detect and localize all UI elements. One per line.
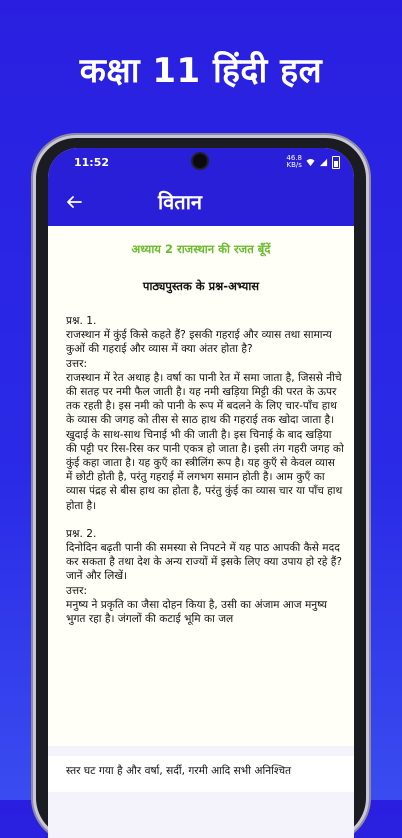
question-text: राजस्थान में कुंई किसे कहते हैं? इसकी गहराई और व्यास तथा सामान्य कुओं की गहराई और व्यास में क्या अंतर होता है? [66, 329, 332, 356]
wifi-icon [306, 158, 315, 167]
footer-line: स्तर घट गया है और वर्षा, सर्दी, गरमी आदि सभी अनिश्चित [66, 765, 292, 777]
footer-continuation [66, 764, 344, 778]
phone-frame [36, 138, 366, 838]
question-label: प्रश्न. 2. [66, 527, 97, 540]
status-time: 11:52 [74, 156, 110, 169]
chapter-title: अध्याय 2 राजस्थान की रजत बूँदें [131, 242, 271, 256]
qa-body [66, 314, 344, 626]
question-label: प्रश्न. 1. [66, 315, 97, 327]
answer-label: उत्तर: [66, 357, 88, 370]
footer-fade [48, 792, 354, 838]
question-text: दिनोदिन बढ़ती पानी की समस्या से निपटने में यह पाठ आपकी कैसे मदद कर सकता है तथा देश के अन्य राज्यों में इसके लिए क्या उपाय हो रहे हैं? जानें और लिखें। [66, 542, 343, 583]
arrow-left-icon[interactable] [62, 190, 86, 214]
front-camera [193, 154, 207, 168]
app-title: वितान [158, 190, 202, 214]
section-title: पाठ्यपुस्तक के प्रश्न-अभ्यास [142, 279, 260, 293]
net-speed-unit: KB/s [286, 161, 302, 169]
status-icons [286, 155, 340, 169]
status-bar [48, 148, 354, 178]
battery-icon [332, 156, 340, 169]
signal-icon [319, 158, 328, 167]
phone-screen [48, 148, 354, 838]
answer-label: उत्तर: [66, 584, 88, 597]
reading-content[interactable] [48, 226, 354, 746]
net-speed-value: 46.8 [286, 154, 302, 162]
app-bar [48, 178, 354, 226]
answer-text: मनुष्य ने प्रकृति का जैसा दोहन किया है, उसी का अंजाम आज मनुष्य भुगत रहा है। जंगलों की कटाई भूमि का जल [66, 598, 328, 626]
content-divider [48, 746, 354, 756]
promo-title: कक्षा 11 हिंदी हल [79, 51, 323, 91]
answer-text: राजस्थान में रेत अथाह है। वर्षा का पानी रेत में समा जाता है, जिससे नीचे की सतह पर नमी फैल जाती है। यह नमी खड़िया मिट्टी की परत के ऊपर तक रहती है। इस नमी को पानी के रूप में बदलने के लिए चार-पाँच हाथ के व्यास की जगह को तीस से साठ हाथ की गहराई तक खोदा जाता है। खुदाई के साथ-साथ चिनाई भी की जाती है। इस चिनाई के बाद खड़िया की पट्टी पर रिस-रिस कर पानी एकत्र हो जाता है। इसी तंग गहरी जगह को कुंई कहा जाता है। यह कुएँ का स्त्रीलिंग रूप है। यह कुएँ से केवल व्यास में छोटी होती है, परंतु गहराई में लगभग समान होती है। आम कुएँ का व्यास पंद्रह से बीस हाथ का होता है, परंतु कुंई का व्यास चार या पाँच हाथ होता है। [66, 371, 344, 512]
net-speed [286, 155, 302, 169]
